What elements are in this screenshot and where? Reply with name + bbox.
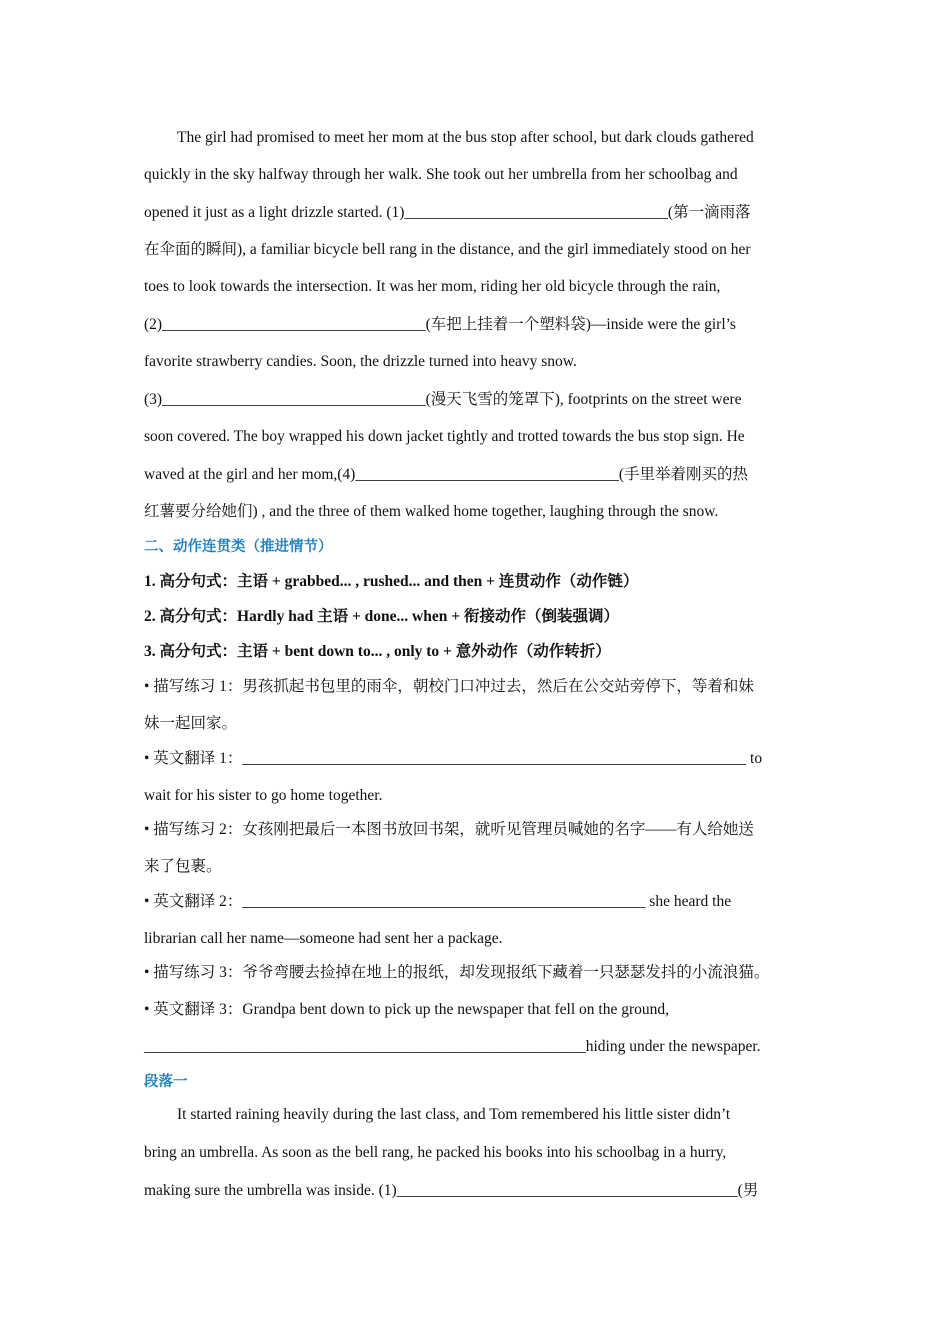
translation-2-line-a: • 英文翻译 2：____________________________________________________ she heard the <box>144 893 732 910</box>
translation-3-line-b: _________________________________________________________hiding under the newspaper. <box>144 1038 761 1055</box>
passage1-line-1: The girl had promised to meet her mom at the bus stop after school, but dark clouds gathered <box>177 129 754 146</box>
passage1-line-9: soon covered. The boy wrapped his down jacket tightly and trotted towards the bus stop sign. He <box>144 428 745 445</box>
exercise-2-line-b: 来了包裹。 <box>144 858 222 875</box>
passage1-line-6: (2)__________________________________(车把上挂着一个塑料袋)—inside were the girl’s <box>144 316 736 333</box>
exercise-1-line-b: 妹一起回家。 <box>144 715 238 732</box>
paragraph1-title: 段落一 <box>144 1074 188 1090</box>
passage1-line-4: 在伞面的瞬间), a familiar bicycle bell rang in the distance, and the girl immediately stood on her <box>144 241 751 258</box>
pattern-3: 3. 高分句式：主语 + bent down to... , only to + 意外动作（动作转折） <box>144 643 611 660</box>
translation-3-line-a: • 英文翻译 3：Grandpa bent down to pick up the newspaper that fell on the ground, <box>144 1001 669 1018</box>
passage1-line-7: favorite strawberry candies. Soon, the drizzle turned into heavy snow. <box>144 353 577 370</box>
translation-2-line-b: librarian call her name—someone had sent her a package. <box>144 930 503 947</box>
pattern-2: 2. 高分句式：Hardly had 主语 + done... when + 衔接动作（倒装强调） <box>144 608 619 625</box>
passage1-line-10: waved at the girl and her mom,(4)__________________________________(手里举着刚买的热 <box>144 466 748 483</box>
exercise-1-line-a: • 描写练习 1：男孩抓起书包里的雨伞，朝校门口冲过去，然后在公交站旁停下，等着和妹 <box>144 678 754 695</box>
section2-title: 二、动作连贯类（推进情节） <box>144 539 333 555</box>
passage1-line-8: (3)__________________________________(漫天飞雪的笼罩下), footprints on the street were <box>144 391 742 408</box>
paragraph1-line-1: It started raining heavily during the last class, and Tom remembered his little sister didn’t <box>177 1106 731 1123</box>
exercise-3: • 描写练习 3：爷爷弯腰去捡掉在地上的报纸，却发现报纸下藏着一只瑟瑟发抖的小流浪猫。 <box>144 964 770 981</box>
paragraph1-line-3: making sure the umbrella was inside. (1)____________________________________________(男 <box>144 1182 759 1199</box>
exercise-2-line-a: • 描写练习 2：女孩刚把最后一本图书放回书架，就听见管理员喊她的名字——有人给她送 <box>144 821 754 838</box>
passage1-line-3: opened it just as a light drizzle started. (1)__________________________________(第一滴雨落 <box>144 204 751 221</box>
passage1-line-5: toes to look towards the intersection. It was her mom, riding her old bicycle through the rain, <box>144 278 721 295</box>
passage1-line-2: quickly in the sky halfway through her walk. She took out her umbrella from her schoolbag and <box>144 166 738 183</box>
pattern-1: 1. 高分句式：主语 + grabbed... , rushed... and then + 连贯动作（动作链） <box>144 573 639 590</box>
translation-1-line-b: wait for his sister to go home together. <box>144 787 383 804</box>
translation-1-line-a: • 英文翻译 1：_________________________________________________________________ to <box>144 750 763 767</box>
passage1-line-11: 红薯要分给她们) , and the three of them walked home together, laughing through the snow. <box>144 503 719 520</box>
paragraph1-line-2: bring an umbrella. As soon as the bell rang, he packed his books into his schoolbag in a hurry, <box>144 1144 727 1161</box>
